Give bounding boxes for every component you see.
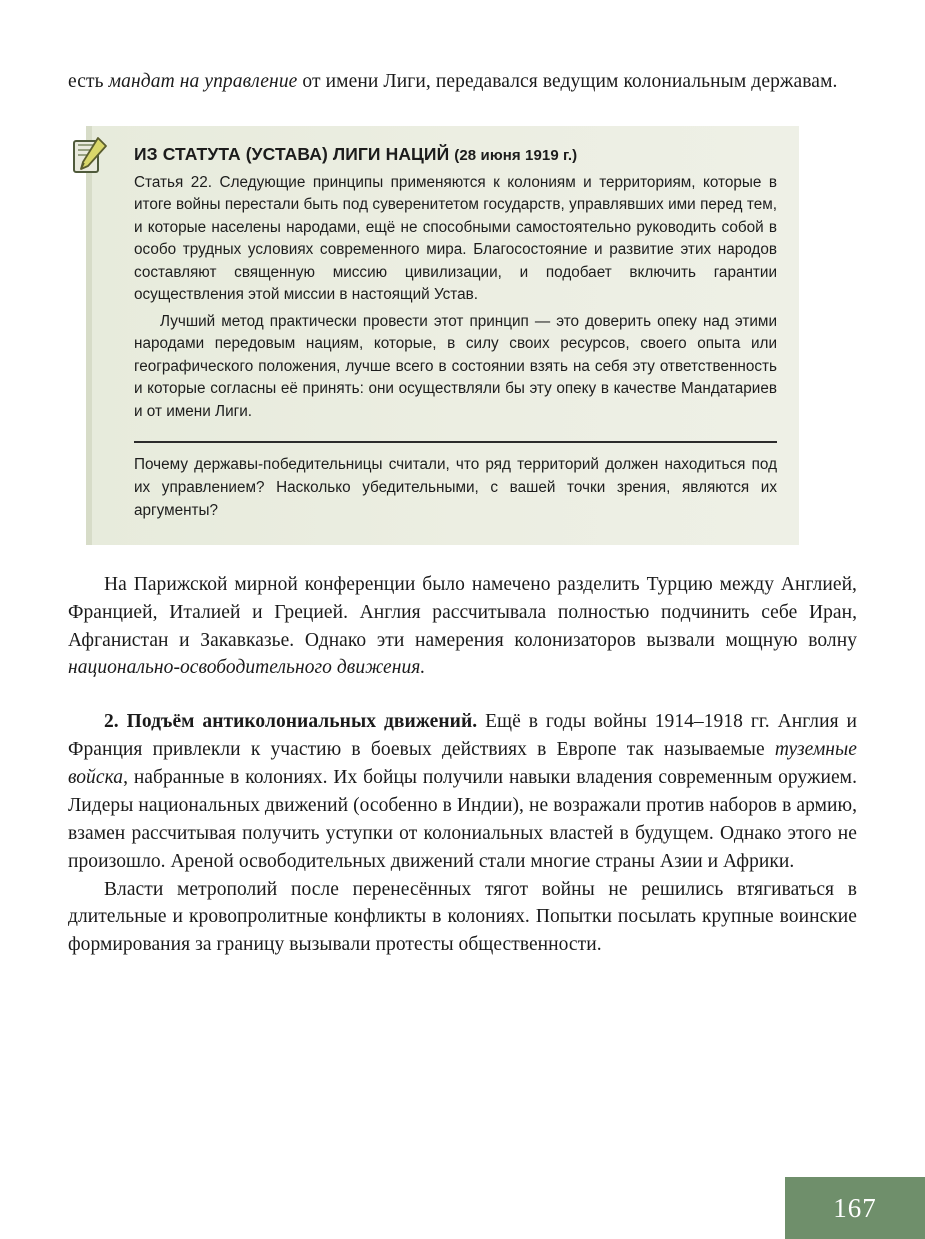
intro-italic-term: мандат на управление xyxy=(108,71,298,92)
paris-italic-term: национально-освободительного движения. xyxy=(68,657,426,679)
section-italic-term: туземные войска xyxy=(68,739,857,789)
source-divider xyxy=(134,441,777,443)
source-question-text: Почему державы-победительницы считали, что ряд территорий должен находиться под их управлением? Насколько убедительными, с вашей точки зрения, являются их аргументы? xyxy=(134,456,777,519)
section-2-paragraph xyxy=(68,708,857,875)
intro-paragraph xyxy=(68,68,857,96)
source-paragraph: Лучший метод практически провести этот принцип — это доверить опеку над этими народами передовым нациям, которые, в силу своих ресурсов, своего опыта или географического положения, лучше всего в состоянии взять на себя эту ответственность и которые согласны её принять: они осуществляли бы эту опеку в качестве Мандатариев и от имени Лиги. xyxy=(134,312,777,420)
source-title-main: ИЗ СТАТУТА (УСТАВА) ЛИГИ НАЦИЙ xyxy=(134,143,455,164)
page-number: 167 xyxy=(833,1192,877,1223)
book-quill-icon xyxy=(68,132,112,178)
paris-text: На Парижской мирной конференции было намечено разделить Турцию между Англией, Францией, Италией и Грецией. Англия рассчитывала полностью подчинить себе Иран, Афганистан и Закавказье. Однако эти намерения колонизаторов вызвали мощную волну xyxy=(68,573,857,651)
page-number-badge xyxy=(785,1177,925,1239)
source-question xyxy=(134,454,777,523)
source-excerpt-box xyxy=(86,126,799,545)
source-title xyxy=(134,144,777,165)
source-paragraph: Статья 22. Следующие принципы применяются к колониям и территориям, которые в итоге войны перестали быть под суверенитетом государств, управлявших ими перед тем, и которые населены народами, ещё не способными самостоятельно руководить собой в особо трудных условиях современного мира. Благосостояние и развитие этих народов составляют священную миссию цивилизации, и подобает включить гарантии осуществления этой миссии в настоящий Устав. xyxy=(134,173,777,304)
section-text-1: Ещё в годы войны 1914–1918 гг. Англия и Франция привлекли к участию в боевых действиях в Европе так называемые xyxy=(68,711,858,761)
paragraph-metropolis: Власти метрополий после перенесённых тягот войны не решились втягиваться в длительные и кровопролитные конфликты в колониях. Попытки посылать крупные воинские формирования за границу вызывали протесты общественности. xyxy=(68,878,857,956)
source-body xyxy=(134,172,777,423)
section-text-2: , набранные в колониях. Их бойцы получили навыки владения современным оружием. Лидеры национальных движений (особенно в Индии), не возражали против наборов в армию, взамен рассчитывая получить уступки от колониальных властей в будущем. Однако этого не произошло. Ареной освободительных движений стали многие страны Азии и Африки. xyxy=(68,767,857,872)
intro-text-after: от имени Лиги, передавался ведущим колониальным державам. xyxy=(297,71,838,92)
section-heading: 2. Подъём антиколониальных движений. xyxy=(104,711,478,733)
intro-text-before: есть xyxy=(68,71,109,92)
source-title-date: (28 июня 1919 г.) xyxy=(454,146,578,164)
paragraph-paris-conference xyxy=(68,571,857,683)
